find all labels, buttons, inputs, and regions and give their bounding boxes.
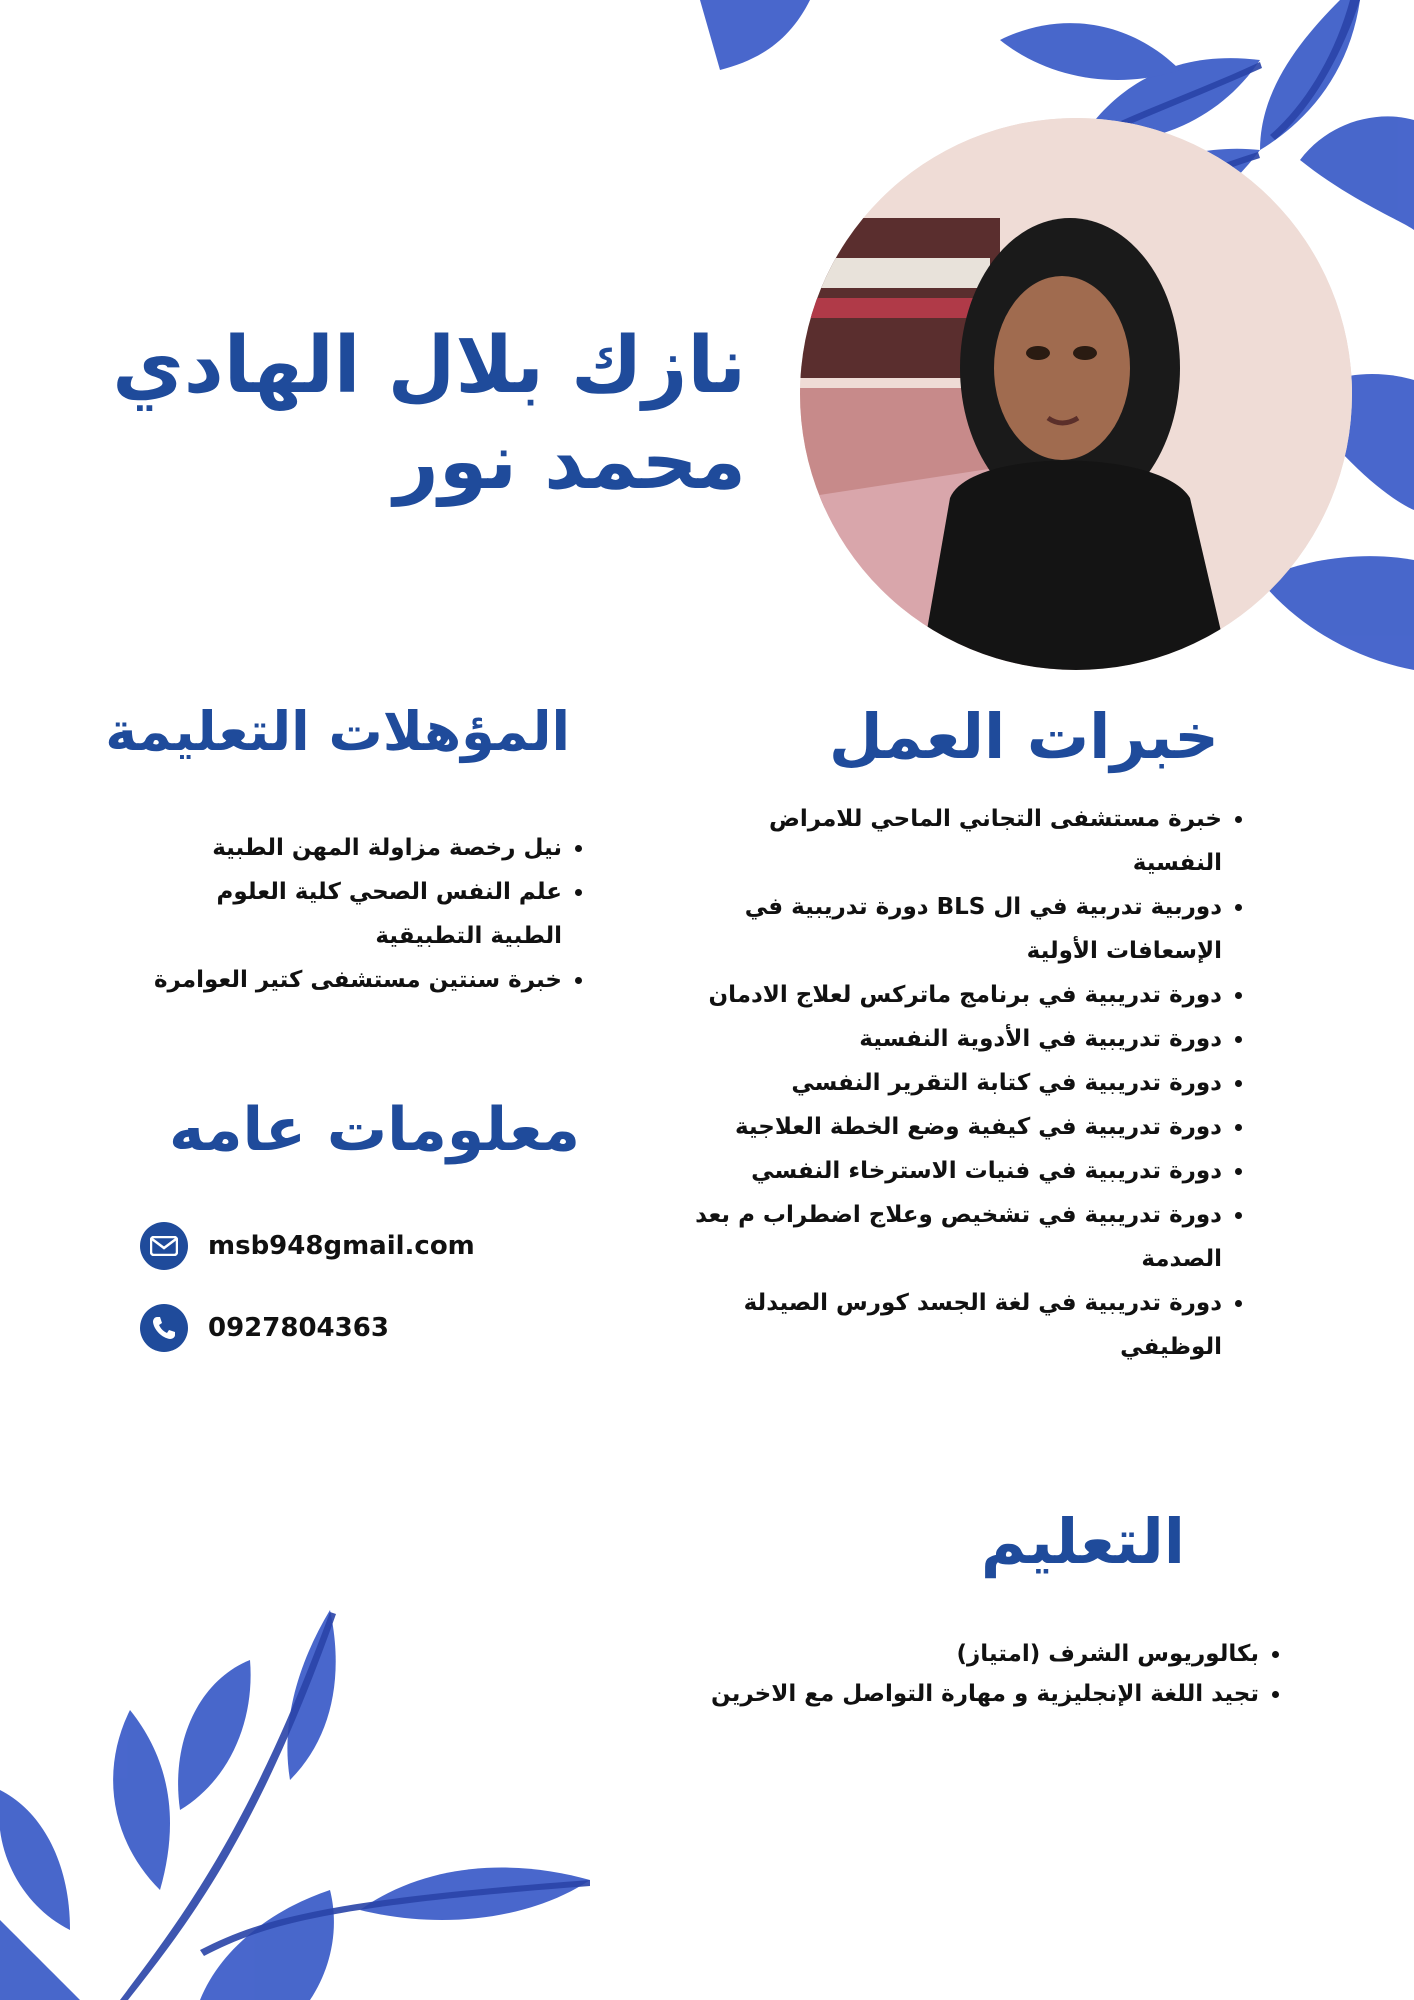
education-heading: التعليم — [980, 1505, 1185, 1578]
list-item: • علم النفس الصحي كلية العلوم الطبية التطبيقية — [142, 870, 562, 958]
list-item: • تجيد اللغة الإنجليزية و مهارة التواصل مع الاخرين — [639, 1674, 1259, 1714]
list-item: • دورة تدريبية في لغة الجسد كورس الصيدلة الوظيفي — [682, 1281, 1222, 1369]
list-item: • دورة تدريبية في برنامج ماتركس لعلاج الادمان — [682, 973, 1222, 1017]
name-line-2: محمد نور — [393, 417, 746, 507]
list-item: • خبرة مستشفى التجاني الماحي للامراض النفسية — [682, 797, 1222, 885]
experience-list — [682, 797, 1250, 1369]
experience-heading: خبرات العمل — [828, 700, 1219, 773]
profile-photo — [800, 118, 1352, 670]
leaf-decoration-bottom — [0, 1590, 620, 2000]
list-item: • دورة تدريبية في تشخيص وعلاج اضطراب م بعد الصدمة — [682, 1193, 1222, 1281]
list-item: • خبرة سنتين مستشفى كتير العوامرة — [142, 958, 562, 1002]
general-info-heading: معلومات عامه — [168, 1095, 580, 1165]
list-item: • دورة تدريبية في كيفية وضع الخطة العلاجية — [682, 1105, 1222, 1149]
list-item: • نيل رخصة مزاولة المهن الطبية — [142, 826, 562, 870]
list-item: • بكالوريوس الشرف (امتياز) — [639, 1634, 1259, 1674]
phone-contact — [140, 1304, 389, 1352]
name-line-1: نازك بلال الهادي — [112, 321, 746, 411]
phone-number[interactable]: 0927804363 — [208, 1313, 389, 1343]
email-contact — [140, 1222, 475, 1270]
phone-icon — [140, 1304, 188, 1352]
list-item: • دورة تدريبية في فنيات الاسترخاء النفسي — [682, 1149, 1222, 1193]
list-item: • دورة تدريبية في الأدوية النفسية — [682, 1017, 1222, 1061]
full-name — [106, 318, 746, 510]
list-item: • دوربية تدربية في ال BLS دورة تدريبية في الإسعافات الأولية — [682, 885, 1222, 973]
qualifications-list — [142, 826, 590, 1002]
education-list — [639, 1634, 1287, 1714]
email-address[interactable]: msb948gmail.com — [208, 1231, 475, 1261]
qualifications-heading: المؤهلات التعليمة — [105, 700, 570, 763]
envelope-icon — [140, 1222, 188, 1270]
list-item: • دورة تدريبية في كتابة التقرير النفسي — [682, 1061, 1222, 1105]
